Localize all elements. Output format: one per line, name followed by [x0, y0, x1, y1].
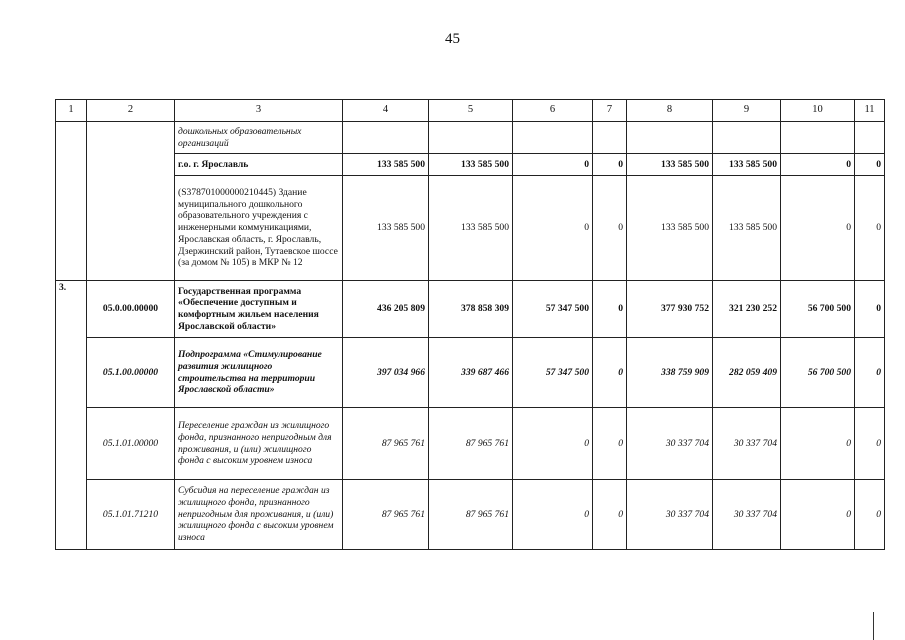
value-cell: 57 347 500 — [513, 338, 593, 408]
value-cell: 30 337 704 — [713, 408, 781, 480]
column-header: 4 — [343, 100, 429, 122]
value-cell: 133 585 500 — [713, 176, 781, 281]
column-header: 7 — [593, 100, 627, 122]
column-header: 8 — [627, 100, 713, 122]
table-row — [56, 176, 885, 281]
column-header: 9 — [713, 100, 781, 122]
value-cell: 30 337 704 — [627, 480, 713, 550]
row-number-cell: 3. — [56, 281, 87, 550]
value-cell: 0 — [781, 154, 855, 176]
column-header: 1 — [56, 100, 87, 122]
value-cell — [429, 122, 513, 154]
value-cell: 133 585 500 — [429, 154, 513, 176]
name-cell: Государственная программа «Обеспечение доступным и комфортным жильем населения Ярославской области» — [175, 281, 343, 338]
value-cell: 133 585 500 — [429, 176, 513, 281]
value-cell: 56 700 500 — [781, 338, 855, 408]
scan-edge-line — [873, 612, 874, 640]
value-cell: 377 930 752 — [627, 281, 713, 338]
value-cell: 0 — [593, 338, 627, 408]
value-cell: 30 337 704 — [627, 408, 713, 480]
value-cell — [627, 122, 713, 154]
value-cell: 436 205 809 — [343, 281, 429, 338]
value-cell — [593, 122, 627, 154]
value-cell — [713, 122, 781, 154]
name-cell: дошкольных образовательных организаций — [175, 122, 343, 154]
value-cell: 0 — [593, 176, 627, 281]
value-cell: 56 700 500 — [781, 281, 855, 338]
value-cell — [513, 122, 593, 154]
value-cell: 87 965 761 — [343, 480, 429, 550]
value-cell: 30 337 704 — [713, 480, 781, 550]
value-cell: 0 — [593, 154, 627, 176]
code-cell: 05.1.01.71210 — [87, 480, 175, 550]
value-cell: 0 — [593, 480, 627, 550]
value-cell: 0 — [855, 154, 885, 176]
value-cell: 0 — [855, 480, 885, 550]
value-cell: 87 965 761 — [343, 408, 429, 480]
value-cell: 0 — [593, 408, 627, 480]
table-row — [56, 122, 885, 154]
name-cell: Подпрограмма «Стимулирование развития жилищного строительства на территории Ярославской области» — [175, 338, 343, 408]
value-cell: 0 — [513, 480, 593, 550]
table-row — [56, 338, 885, 408]
value-cell: 57 347 500 — [513, 281, 593, 338]
column-header: 2 — [87, 100, 175, 122]
value-cell: 0 — [513, 408, 593, 480]
column-header: 6 — [513, 100, 593, 122]
row-number-cell — [56, 122, 87, 281]
value-cell: 0 — [855, 281, 885, 338]
name-cell: Субсидия на переселение граждан из жилищного фонда, признанного непригодным для проживания, и (или) жилищного фонда с высоким уровнем износа — [175, 480, 343, 550]
value-cell: 338 759 909 — [627, 338, 713, 408]
table-row — [56, 154, 885, 176]
value-cell: 133 585 500 — [343, 176, 429, 281]
value-cell: 282 059 409 — [713, 338, 781, 408]
value-cell: 133 585 500 — [627, 154, 713, 176]
column-header: 5 — [429, 100, 513, 122]
code-cell: 05.0.00.00000 — [87, 281, 175, 338]
code-cell — [87, 122, 175, 281]
table-row — [56, 480, 885, 550]
value-cell: 0 — [593, 281, 627, 338]
value-cell — [343, 122, 429, 154]
code-cell: 05.1.00.00000 — [87, 338, 175, 408]
name-cell: (S378701000000210445) Здание муниципального дошкольного образовательного учреждения с инженерными коммуникациями, Ярославская область, г. Ярославль, Дзержинский район, Тутаевское шоссе (за домом № 105) в МКР № 12 — [175, 176, 343, 281]
table-row — [56, 281, 885, 338]
value-cell: 0 — [855, 408, 885, 480]
code-cell: 05.1.01.00000 — [87, 408, 175, 480]
value-cell — [781, 122, 855, 154]
column-header: 11 — [855, 100, 885, 122]
value-cell: 378 858 309 — [429, 281, 513, 338]
value-cell — [855, 122, 885, 154]
table-header-row — [56, 100, 885, 122]
table-row — [56, 408, 885, 480]
value-cell: 0 — [781, 408, 855, 480]
page-number: 45 — [445, 31, 460, 47]
value-cell: 0 — [513, 176, 593, 281]
value-cell: 133 585 500 — [713, 154, 781, 176]
value-cell: 397 034 966 — [343, 338, 429, 408]
budget-table — [55, 99, 885, 550]
value-cell: 339 687 466 — [429, 338, 513, 408]
value-cell: 321 230 252 — [713, 281, 781, 338]
value-cell: 133 585 500 — [627, 176, 713, 281]
name-cell: г.о. г. Ярославль — [175, 154, 343, 176]
value-cell: 0 — [855, 338, 885, 408]
value-cell: 133 585 500 — [343, 154, 429, 176]
value-cell: 0 — [855, 176, 885, 281]
name-cell: Переселение граждан из жилищного фонда, признанного непригодным для проживания, и (или) жилищного фонда с высоким уровнем износа — [175, 408, 343, 480]
column-header: 3 — [175, 100, 343, 122]
value-cell: 87 965 761 — [429, 408, 513, 480]
value-cell: 0 — [781, 176, 855, 281]
value-cell: 87 965 761 — [429, 480, 513, 550]
column-header: 10 — [781, 100, 855, 122]
value-cell: 0 — [781, 480, 855, 550]
value-cell: 0 — [513, 154, 593, 176]
